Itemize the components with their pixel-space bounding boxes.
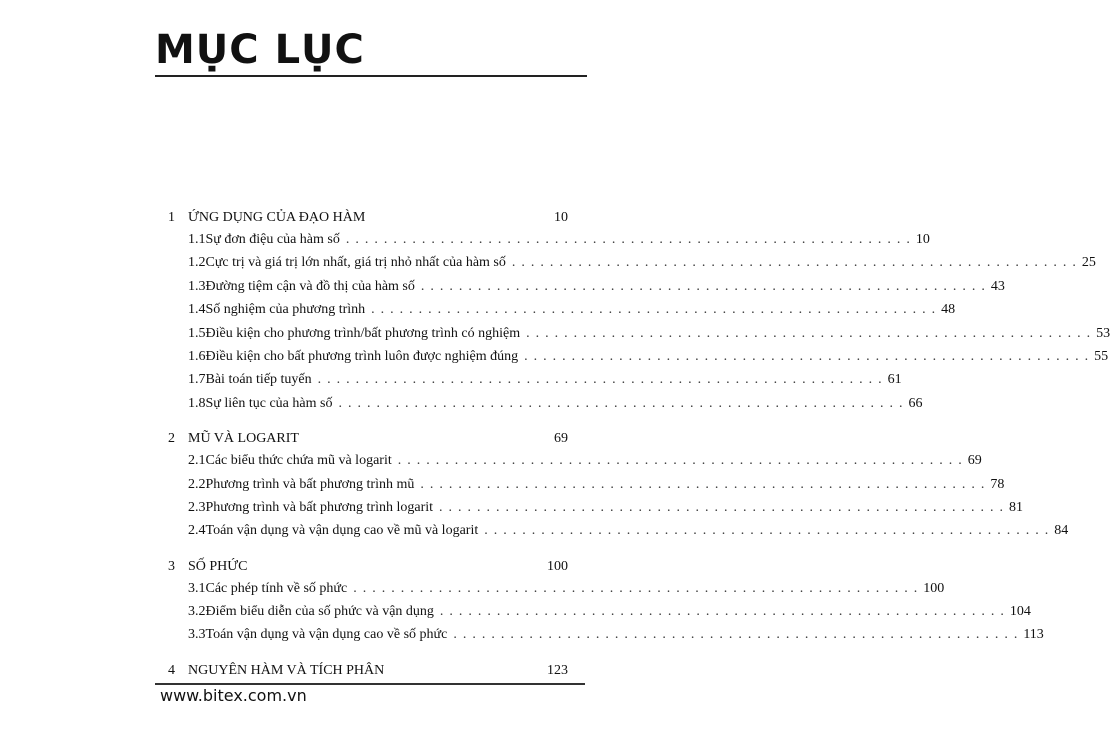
toc-section-1-4[interactable] [168,302,956,325]
dot-leader: ............................................................ [526,325,1097,341]
title-underline [155,75,587,77]
chapter-title: ỨNG DỤNG CỦA ĐẠO HÀM [188,210,366,225]
dot-leader: ............................................................ [439,604,1010,620]
chapter-title: SỐ PHỨC [188,558,248,574]
section-title: Các biểu thức chứa mũ và logarit [205,453,392,469]
section-number: 1.7 [188,372,206,388]
toc-chapter-3[interactable] [168,559,568,581]
dot-leader: ............................................................ [511,255,1082,271]
dot-leader: ............................................................ [397,453,968,469]
chapter-number: 1 [168,210,175,225]
chapter-page: 69 [554,431,568,447]
section-number: 2.3 [188,499,206,515]
chapter-title: MŨ VÀ LOGARIT [188,431,299,447]
dot-leader: ............................................................ [439,499,1010,515]
toc-section-2-2[interactable] [168,476,1005,500]
dot-leader: ............................................................ [420,476,991,492]
section-page: 66 [908,395,923,411]
toc-section-1-7[interactable] [168,372,902,395]
toc-section-1-1[interactable] [168,232,930,255]
section-title: Số nghiệm của phương trình [205,302,366,318]
section-title: Sự liên tục của hàm số [205,395,333,411]
toc-section-3-1[interactable] [168,580,945,604]
toc-section-1-2[interactable] [168,255,1096,278]
toc-section-3-2[interactable] [168,604,1031,627]
section-number: 1.4 [188,302,206,318]
chapter-spacer [168,651,568,663]
section-title: Các phép tính về số phức [205,580,348,596]
section-number: 1.3 [188,278,206,294]
section-number: 1.5 [188,325,206,341]
section-title: Điều kiện cho bất phương trình luôn được nghiệm đúng [205,348,519,364]
dot-leader: ............................................................ [345,232,916,247]
chapter-number: 2 [168,431,175,447]
section-page: 25 [1081,255,1096,271]
section-number: 1.8 [188,395,206,411]
section-page: 81 [1009,499,1024,515]
section-page: 43 [990,278,1005,294]
section-number: 1.1 [188,232,206,247]
section-number: 3.3 [188,627,206,643]
chapter-page: 10 [554,210,568,225]
section-page: 55 [1094,348,1109,364]
chapter-page: 123 [547,662,568,678]
section-title: Sự đơn điệu của hàm số [205,232,340,247]
chapter-spacer [168,547,568,559]
dot-leader: ............................................................ [420,278,991,294]
chapter-number: 3 [168,558,175,574]
section-page: 100 [923,580,945,596]
section-number: 1.2 [188,255,206,271]
toc-section-2-1[interactable] [168,453,982,476]
section-title: Phương trình và bất phương trình mũ [205,476,415,492]
dot-leader: ............................................................ [353,580,924,596]
dot-leader: ............................................................ [484,523,1055,539]
toc-chapter-2[interactable] [168,431,568,453]
section-title: Đường tiệm cận và đồ thị của hàm số [205,278,415,294]
chapter-page: 100 [547,558,568,574]
section-number: 3.1 [188,580,206,596]
section-title: Phương trình và bất phương trình logarit [205,499,434,515]
toc-section-1-6[interactable] [168,348,1109,372]
toc-section-2-4[interactable] [168,523,1069,546]
section-number: 1.6 [188,348,206,364]
footer-rule [155,683,585,685]
toc-section-3-3[interactable] [168,627,1044,650]
section-title: Cực trị và giá trị lớn nhất, giá trị nhỏ nhất của hàm số [205,255,506,271]
section-page: 113 [1023,627,1044,643]
toc-chapter-4[interactable] [168,663,568,685]
dot-leader: ............................................................ [317,372,888,388]
section-page: 78 [990,476,1005,492]
section-title: Điều kiện cho phương trình/bất phương trình có nghiệm [205,325,521,341]
section-page: 61 [887,372,902,388]
dot-leader: ............................................................ [524,348,1095,364]
toc-section-2-3[interactable] [168,499,1024,523]
chapter-spacer [168,419,568,431]
chapter-title: NGUYÊN HÀM VÀ TÍCH PHÂN [188,662,385,678]
section-page: 104 [1009,604,1031,620]
toc-section-1-3[interactable] [168,278,1005,302]
section-number: 2.1 [188,453,206,469]
page-title: MỤC LỤC [155,27,365,73]
footer-website[interactable]: www.bitex.com.vn [160,686,307,705]
section-number: 2.2 [188,476,206,492]
toc-section-1-8[interactable] [168,395,923,419]
section-page: 69 [967,453,982,469]
chapter-number: 4 [168,662,175,678]
toc-section-1-5[interactable] [168,325,1110,349]
section-title: Bài toán tiếp tuyến [205,372,312,388]
section-page: 48 [941,302,956,318]
section-number: 3.2 [188,604,206,620]
dot-leader: ............................................................ [371,302,942,318]
section-title: Toán vận dụng và vận dụng cao về mũ và logarit [205,523,479,539]
dot-leader: ............................................................ [453,627,1024,643]
dot-leader: ............................................................ [338,395,909,411]
section-title: Điểm biểu diễn của số phức và vận dụng [205,604,434,620]
section-page: 84 [1054,523,1069,539]
section-number: 2.4 [188,523,206,539]
section-page: 10 [915,232,930,247]
table-of-contents [168,210,1110,685]
section-title: Toán vận dụng và vận dụng cao về số phức [205,627,448,643]
section-page: 53 [1096,325,1110,341]
toc-chapter-1[interactable] [168,210,568,232]
